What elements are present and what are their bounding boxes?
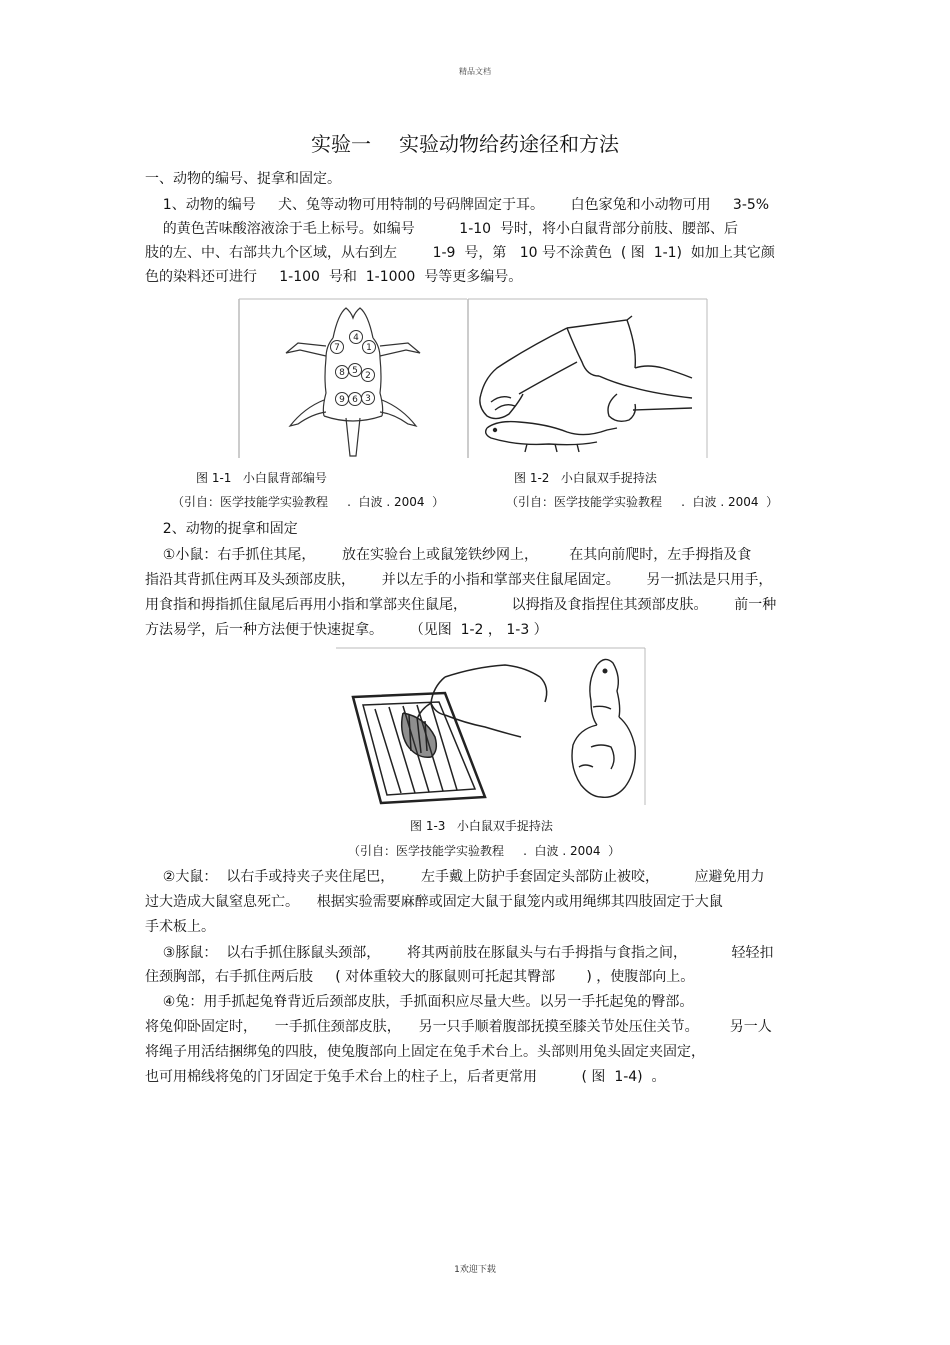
figure-1-1-source: （引自：医学技能学实验教程 . 白波 . 2004 ） — [172, 495, 445, 509]
para1-line-2: 的黄色苦味酸溶液涂于毛上标号。如编号 1-10 号时，将小白鼠背部分前肢、腰部、后 — [145, 221, 738, 237]
mouse-para-line-1: ①小鼠：右手抓住其尾， 放在实验台上或鼠笼铁纱网上， 在其向前爬时，左手拇指及食 — [145, 547, 752, 563]
svg-text:7: 7 — [334, 343, 340, 353]
rabbit-para-line-3: 将绳子用活结捆绑兔的四肢，使兔腹部向上固定在兔手术台上。头部则用兔头固定夹固定， — [145, 1044, 705, 1060]
mouse-region-3 — [362, 392, 375, 405]
mouse-region-6 — [349, 393, 362, 406]
rat-para-line-2: 过大造成大鼠窒息死亡。 根据实验需要麻醉或固定大鼠于鼠笼内或用绳绑其四肢固定于大鼠 — [145, 894, 723, 910]
guinea-pig-para-line-2: 住颈胸部，右手抓住两后肢 ( 对体重较大的豚鼠则可托起其臀部 ) ，使腹部向上。 — [145, 969, 695, 985]
mouse-region-8 — [336, 366, 349, 379]
title-part-1: 实验一 — [311, 132, 371, 156]
title-part-2: 实验动物给药途径和方法 — [399, 132, 619, 156]
para1-line-3: 肢的左、中、右部共九个区域，从右到左 1-9 号，第 10 号不涂黄色 ( 图 1-1) 如加上其它颜 — [145, 245, 775, 261]
svg-text:9: 9 — [339, 395, 345, 405]
mouse-para-line-4: 方法易学，后一种方法便于快速捉拿。 （见图 1-2 ， 1-3 ） — [145, 622, 548, 638]
guinea-pig-para-line-1: ③豚鼠： 以右手抓住豚鼠头颈部， 将其两前肢在豚鼠头与右手拇指与食指之间， 轻轻扣 — [145, 945, 774, 961]
mouse-region-5 — [349, 364, 362, 377]
svg-text:5: 5 — [352, 366, 358, 376]
page-header: 精品文档 — [459, 67, 491, 76]
mouse-region-1 — [363, 341, 376, 354]
mouse-region-7 — [331, 341, 344, 354]
svg-text:4: 4 — [353, 333, 359, 343]
mouse-region-4 — [350, 331, 363, 344]
svg-text:1: 1 — [366, 343, 372, 353]
rabbit-para-line-4: 也可用棉线将兔的门牙固定于兔手术台上的柱子上，后者更常用 ( 图 1-4) 。 — [145, 1069, 666, 1085]
figure-1-1-caption: 图 1-1 小白鼠背部编号 — [196, 471, 327, 485]
mouse-para-line-3: 用食指和拇指抓住鼠尾后再用小指和掌部夹住鼠尾， 以拇指及食指捏住其颈部皮肤。 前一种 — [145, 597, 777, 613]
rat-para-line-3: 手术板上。 — [145, 919, 215, 935]
rabbit-para-line-1: ④兔：用手抓起兔脊背近后颈部皮肤，手抓面积应尽量大些。以另一手托起兔的臀部。 — [145, 994, 694, 1010]
para1-line-1: 1、动物的编号 犬、兔等动物可用特制的号码牌固定于耳。 白色家兔和小动物可用 3-5% — [145, 197, 770, 213]
figure-1-2-caption: 图 1-2 小白鼠双手捉持法 — [514, 471, 657, 485]
svg-text:8: 8 — [339, 368, 345, 378]
page-title — [0, 128, 930, 157]
mouse-region-9 — [336, 393, 349, 406]
mouse-para-line-2: 指沿其背抓住两耳及头颈部皮肤， 并以左手的小指和掌部夹住鼠尾固定。 另一抓法是只用手， — [145, 572, 773, 588]
para1-line-4: 色的染料还可进行 1-100 号和 1-1000 号等更多编号。 — [145, 269, 523, 285]
subheading-2: 2、动物的捉拿和固定 — [145, 521, 298, 537]
page-footer: 1欢迎下载 — [454, 1265, 496, 1275]
figure-1-1-mouse-numbering — [238, 298, 468, 460]
figure-1-3-grip-illustration — [335, 647, 647, 807]
svg-text:3: 3 — [365, 394, 371, 404]
figure-1-3-caption: 图 1-3 小白鼠双手捉持法 — [410, 819, 553, 833]
figure-1-2-source: （引自：医学技能学实验教程 . 白波 . 2004 ） — [506, 495, 779, 509]
mouse-region-2 — [362, 369, 375, 382]
figure-1-3-source: （引自：医学技能学实验教程 . 白波 . 2004 ） — [348, 844, 621, 858]
svg-text:2: 2 — [365, 371, 371, 381]
rat-para-line-1: ②大鼠： 以右手或持夹子夹住尾巴， 左手戴上防护手套固定头部防止被咬， 应避免用力 — [145, 869, 765, 885]
figure-1-2-two-hand-grip — [467, 298, 709, 460]
section-heading: 一、动物的编号、捉拿和固定。 — [145, 171, 341, 187]
rabbit-para-line-2: 将兔仰卧固定时， 一手抓住颈部皮肤， 另一只手顺着腹部抚摸至膝关节处压住关节。 另一人 — [145, 1019, 772, 1035]
svg-text:6: 6 — [352, 395, 358, 405]
